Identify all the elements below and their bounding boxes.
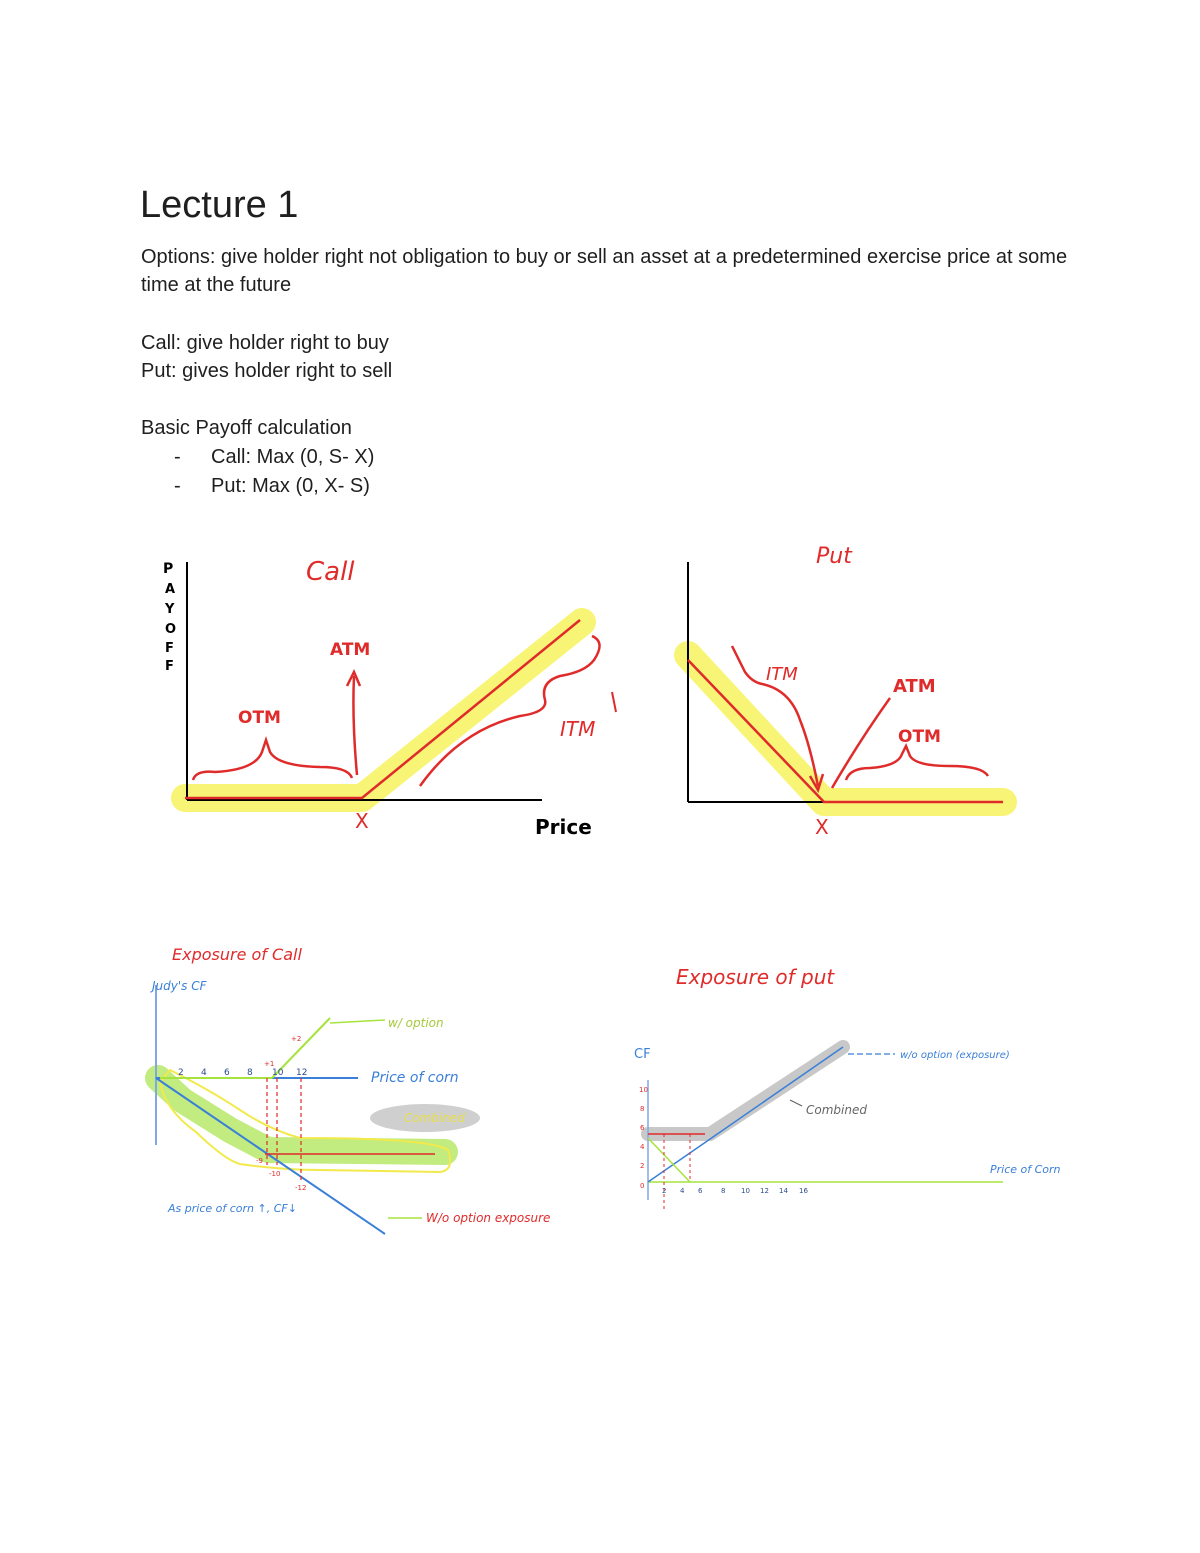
- with-option-pointer: [330, 1020, 385, 1023]
- y-tick: 0: [640, 1182, 645, 1190]
- x-tick: 4: [680, 1187, 685, 1195]
- tick-label: 6: [224, 1068, 230, 1078]
- exposure-put-y-label: CF: [634, 1047, 651, 1062]
- tick-label: 10: [272, 1068, 284, 1078]
- call-atm-arrow: [353, 676, 357, 775]
- put-payoff-highlight: [688, 655, 1003, 802]
- call-strike-label: X: [355, 809, 369, 833]
- exposure-put-x-label: Price of Corn: [990, 1163, 1061, 1176]
- tick-label: 2: [178, 1068, 184, 1078]
- put-atm-label: ATM: [893, 676, 936, 697]
- payoff-letter: F: [165, 659, 174, 674]
- put-otm-label: OTM: [898, 727, 941, 747]
- y-tick: 8: [640, 1105, 645, 1113]
- y-tick: 2: [640, 1162, 645, 1170]
- x-tick: 14: [779, 1187, 788, 1195]
- combined-label: Combined: [806, 1103, 867, 1117]
- y-tick: 10: [639, 1086, 648, 1094]
- price-of-corn-label: Price of corn: [371, 1070, 459, 1086]
- x-tick: 12: [760, 1187, 769, 1195]
- put-payoff-sketch: [688, 544, 1003, 839]
- exposure-call-note: As price of corn ↑, CF↓: [168, 1202, 297, 1215]
- payoff-letter: P: [163, 561, 174, 577]
- payoff-letter: A: [165, 582, 176, 597]
- put-title: Put: [816, 544, 852, 569]
- payoff-letter: F: [165, 641, 174, 656]
- exposure-put-sketch: [634, 965, 1061, 1210]
- put-definition: Put: gives holder right to sell: [141, 360, 393, 382]
- call-atm-label: ATM: [330, 640, 371, 660]
- call-itm-tick: [612, 692, 616, 712]
- options-definition: Options: give holder right not obligation to buy or sell an asset at a predetermined exercise price at some time at the future: [141, 246, 1068, 296]
- mark-label: +1: [264, 1060, 275, 1068]
- tick-label: 4: [201, 1068, 207, 1078]
- call-itm-brace: [420, 636, 600, 786]
- put-strike-label: X: [815, 815, 829, 839]
- bullet-dash: -: [174, 475, 181, 497]
- call-otm-brace: [193, 740, 352, 780]
- without-option-label: w/o option (exposure): [900, 1050, 1010, 1061]
- tick-label: 8: [247, 1068, 253, 1078]
- mark-label: -12: [295, 1184, 307, 1192]
- mark-label: +2: [291, 1035, 302, 1043]
- exposure-call-title: Exposure of Call: [172, 945, 302, 964]
- x-tick: 6: [698, 1187, 703, 1195]
- exposure-call-sketch: [150, 945, 550, 1234]
- exposure-put-title: Exposure of put: [676, 965, 835, 989]
- call-title: Call: [306, 557, 355, 587]
- put-otm-brace: [846, 746, 988, 780]
- combined-pointer: [790, 1100, 802, 1106]
- y-tick: 6: [640, 1124, 645, 1132]
- payoff-heading: Basic Payoff calculation: [141, 417, 352, 439]
- mark-label: -9: [256, 1157, 263, 1165]
- mark-label: -10: [269, 1170, 281, 1178]
- put-itm-label: ITM: [766, 664, 798, 685]
- call-itm-label: ITM: [560, 717, 596, 741]
- call-x-axis-label: Price: [535, 815, 592, 839]
- x-tick: 8: [721, 1187, 726, 1195]
- put-combined-highlight: [648, 1047, 843, 1134]
- bullet-dash: -: [174, 446, 181, 468]
- page-title: Lecture 1: [140, 184, 299, 226]
- put-atm-arrow: [832, 698, 890, 788]
- tick-label: 12: [296, 1068, 308, 1078]
- with-option-label: w/ option: [388, 1016, 444, 1030]
- call-formula: Call: Max (0, S- X): [211, 446, 375, 468]
- put-payoff-line: [688, 660, 1003, 802]
- y-tick: 4: [640, 1143, 645, 1151]
- put-formula: Put: Max (0, X- S): [211, 475, 370, 497]
- exposure-put-option-line: [648, 1138, 690, 1182]
- exposure-call-y-label: Judy's CF: [152, 979, 207, 993]
- call-definition: Call: give holder right to buy: [141, 332, 389, 354]
- call-payoff-sketch: [163, 557, 616, 839]
- without-option-label: W/o option exposure: [426, 1211, 551, 1225]
- call-otm-label: OTM: [238, 708, 281, 728]
- x-tick: 16: [799, 1187, 808, 1195]
- payoff-letter: Y: [165, 602, 175, 617]
- x-tick: 10: [741, 1187, 750, 1195]
- payoff-letter: O: [165, 622, 177, 637]
- x-tick: 2: [662, 1187, 667, 1195]
- combined-label: Combined: [404, 1111, 465, 1125]
